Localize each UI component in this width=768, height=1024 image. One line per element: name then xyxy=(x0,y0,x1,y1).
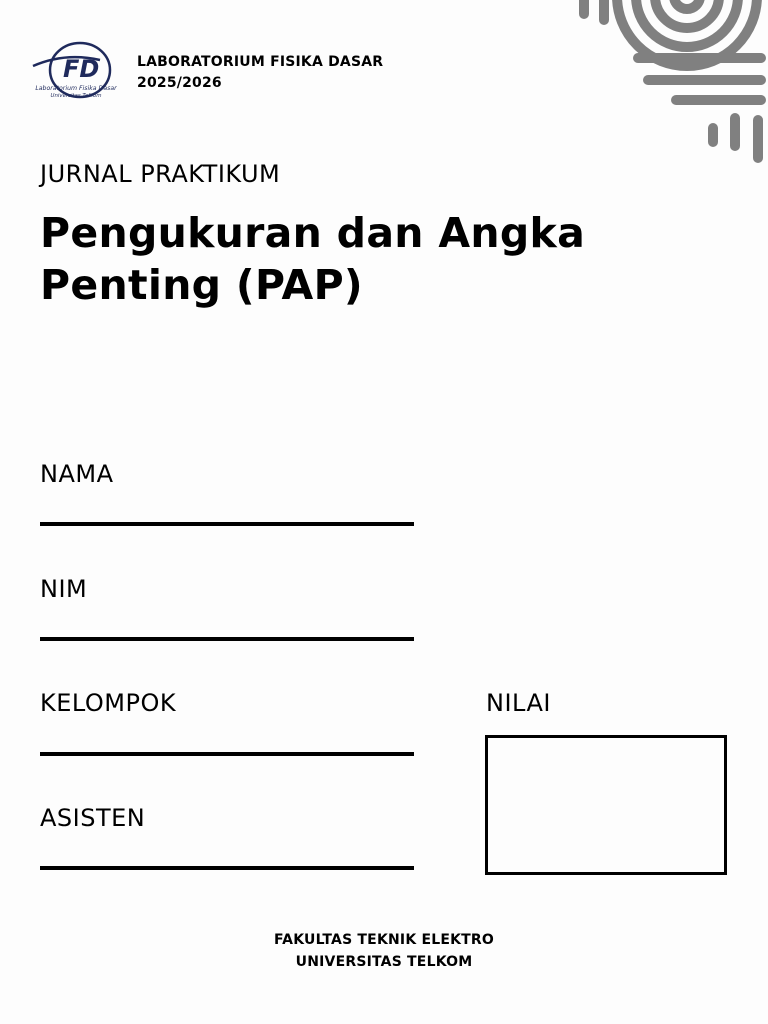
logo-caption-lab: Laboratorium Fisika Dasar xyxy=(35,85,117,92)
logo-caption-university: Universitas Telkom xyxy=(50,93,102,99)
nama-field[interactable] xyxy=(40,522,414,526)
lab-name: LABORATORIUM FISIKA DASAR xyxy=(137,54,384,70)
fingerprint-decoration xyxy=(578,0,768,165)
nim-label: NIM xyxy=(40,575,88,603)
kelompok-label: KELOMPOK xyxy=(40,689,177,717)
academic-year: 2025/2026 xyxy=(137,75,222,91)
page-title: Pengukuran dan Angka Penting (PAP) xyxy=(40,209,586,309)
nilai-label: NILAI xyxy=(486,689,551,717)
asisten-field[interactable] xyxy=(40,866,414,870)
faculty-name: FAKULTAS TEKNIK ELEKTRO xyxy=(274,932,494,948)
lab-logo xyxy=(30,40,120,102)
university-name: UNIVERSITAS TELKOM xyxy=(295,954,473,970)
journal-subtitle: JURNAL PRAKTIKUM xyxy=(40,160,281,188)
asisten-label: ASISTEN xyxy=(40,804,146,832)
kelompok-field[interactable] xyxy=(40,752,414,756)
header-text xyxy=(137,52,383,94)
footer xyxy=(0,929,768,973)
logo-mark: FD xyxy=(63,55,100,83)
nilai-box[interactable] xyxy=(485,735,727,875)
nama-label: NAMA xyxy=(40,460,114,488)
nim-field[interactable] xyxy=(40,637,414,641)
